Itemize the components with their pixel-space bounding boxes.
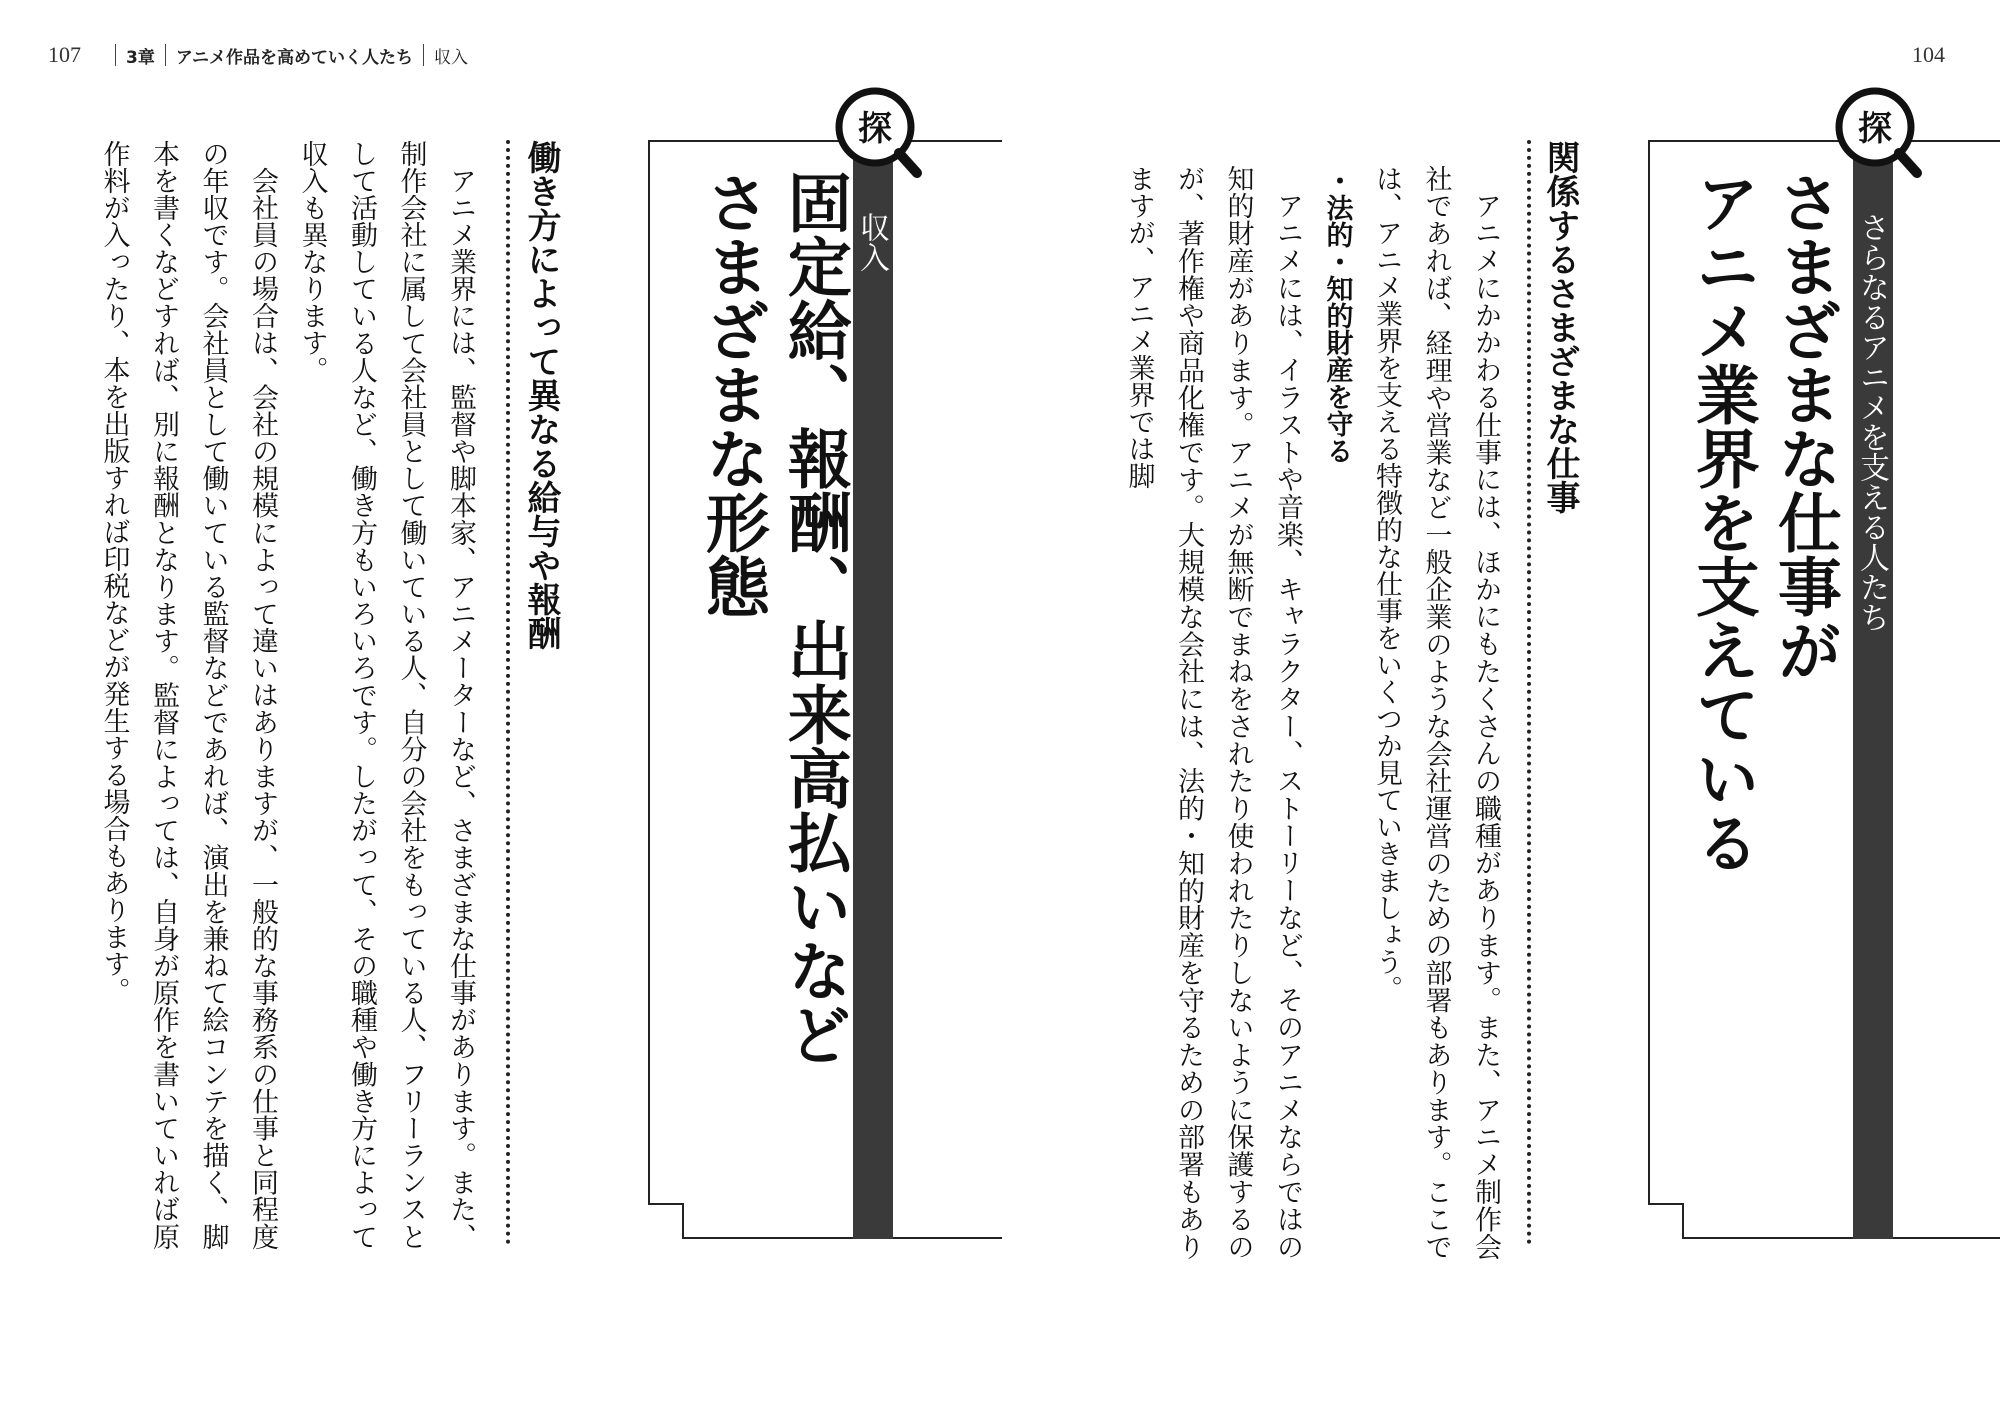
body-text-right (1115, 165, 1510, 1260)
card-title (1680, 170, 1844, 1230)
card-bar (853, 140, 893, 1239)
card-fold (1648, 1203, 1684, 1239)
paragraph: 会社員の場合は、会社の規模によって違いはありますが、一般的な事務系の仕事と同程度の年収です。会社員として働いている監督などであれば、演出を兼ねて絵コンテを描く、脚本を書くなどすれば、別に報酬となります。監督によっては、自身が原作を書いていれば原作料が入ったり、本を出版すれば印税などが発生する場合もあります。 (98, 140, 278, 1250)
running-header (115, 40, 468, 70)
card-bar-label: 収入 (854, 212, 889, 272)
dotted-divider (506, 140, 510, 1245)
section-label: 収入 (434, 47, 468, 68)
header-divider (165, 44, 166, 66)
card-title (690, 170, 854, 1230)
paragraph: アニメには、イラストや音楽、キャラクター、ストーリーなど、そのアニメならではの知的財産があります。アニメが無断でまねをされたり使われたりしないように保護するのが、著作権や商品化権です。大規模な会社には、法的・知的財産を守るための部署もありますが、アニメ業界では脚 (1123, 165, 1303, 1260)
title-card (648, 140, 1002, 1239)
section-heading: 関係するさまざまな仕事 (1540, 140, 1580, 514)
card-bar-label: さらなるアニメを支える人たち (1854, 212, 1889, 632)
page-number-left: 107 (48, 42, 81, 67)
card-title-line: さまざまな仕事が (1766, 170, 1841, 682)
card-title-line: アニメ業界を支えている (1684, 170, 1759, 874)
svg-text:探: 探 (1858, 109, 1892, 149)
card-fold (648, 1203, 684, 1239)
title-card (1648, 140, 2000, 1239)
section-heading: 働き方によって異なる給与や報酬 (521, 140, 561, 650)
dotted-divider (1527, 140, 1531, 1245)
chapter-label: 3章 (126, 47, 155, 68)
header-divider (115, 44, 116, 66)
magnifier-icon (1833, 85, 1923, 180)
header-divider (423, 44, 424, 66)
page-number-right: 104 (1912, 42, 1945, 67)
card-bar (1853, 140, 1893, 1239)
paragraph: アニメにかかわる仕事には、ほかにもたくさんの職種があります。また、アニメ制作会社であれば、経理や営業など一般企業のような会社運営のための部署もあります。ここでは、アニメ業界を支える特徴的な仕事をいくつか見ていきましょう。 (1371, 165, 1501, 1260)
magnifier-icon (833, 85, 923, 180)
body-text-left (98, 140, 485, 1251)
paragraph: アニメ業界には、監督や脚本家、アニメーターなど、さまざまな仕事があります。また、制作会社に属して会社員として働いている人、自分の会社をもっている人、フリーランスとして活動している人など、働き方もいろいろです。したがって、その職種や働き方によって収入も異なります。 (296, 140, 476, 1251)
chapter-title: アニメ作品を高めていく人たち (175, 47, 413, 68)
subheading: ・法的・知的財産を守る (1321, 167, 1353, 464)
card-title-line: さまざまな形態 (694, 170, 769, 618)
card-title-line: 固定給、報酬、出来高払いなど (776, 170, 851, 1066)
svg-text:探: 探 (858, 109, 892, 149)
